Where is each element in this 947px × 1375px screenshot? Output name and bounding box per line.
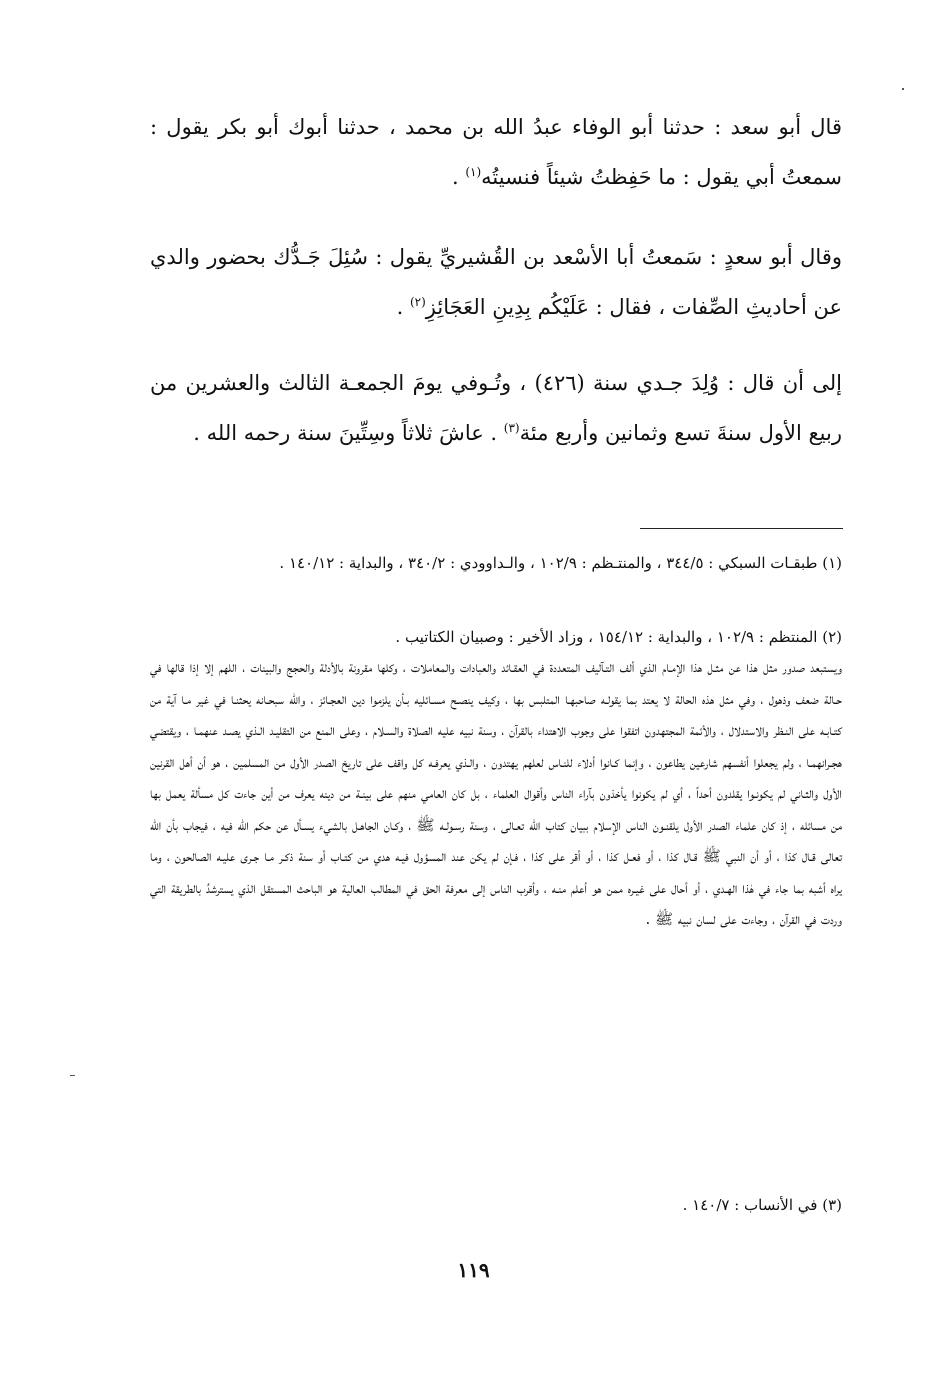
footnote-3: (٣) في الأنساب : ١٤٠/٧ . bbox=[682, 1196, 842, 1214]
footnote-ref-1[interactable]: (١) bbox=[465, 165, 482, 179]
paragraph-3-text-b: . عاشَ ثلاثاً وسِتِّينَ سنة رحمه الله . bbox=[193, 421, 504, 445]
page-number: ١١٩ bbox=[457, 1258, 490, 1282]
paragraph-2-text: وقال أبو سعدٍ : سَمعتُ أبا الأسْعد بن القُشيريِّ يقول : سُئِلَ جَـدُّك بحضور والدي عن أحاديثِ الصِّفات ، فقال : عَلَيْكُم بِدِينِ العَجَائِزِ bbox=[150, 245, 842, 319]
paragraph-3-text-a: إلى أن قال : وُلِدَ جـدي سنة (٤٢٦) ، وتُـوفي يومَ الجمعـة الثالث والعشرين من ربيع الأول سنةَ تسع وثمانين وأربع مئة bbox=[150, 371, 842, 445]
footnote-2-commentary: ويستبعد صدور مثل هذا عن مثـل هذا الإمـام الذي ألف التـآليف المتعددة في العقـائد والعبادات والمعاملات ، وكلها مقرونة بالأدلة والحجج والبينات ، اللهم إلا إذا قالها في حـالة ضعف وذهول ، وفي مثل هذه الحالة لا يعتد بما يقولـه صاحبهـا المتلبس بها ، وكيف ينصـح مسـائليه بـأن يلزموا دين العجـائز ، والله سبحـانه يحثنـا في غير مـا آية من كتـابـه على النـظر والاستدلال ، والأئمة المجتهدون اتفقوا على وجوب الاهتداء بالقرآن ، وسنة نبيه عليه الصلاة والسـلام ، وعلى المنع من التقليـد الـذي يصـد عنهمـا ، ويقتضي هجـرانهمـا ، ولم يجعلوا أنفسهم شارعين يطاعون ، وإنما كـانوا أدلاء للنـاس لعلهم يهتدون ، والـذي يعرفـه كل واقف على تاريخ الصدر الأول من المسلمين ، هو أن أهل القرنين الأول والثـاني لم يكونـوا يقلدون أحداً ، أي لم يكونوا يأخذون بآراء الناس وأقوال العلماء ، بل كان العامي منهم على بينـة من دينه يعرف من أين جاءت كل مسألة يعمل بها من مسائله ، إذ كان علماء الصدر الأول يلقنـون الناس الإسلام ببيان كتاب الله تعـالى ، وسنة رسـولـه ﷺ ، وكـان الجاهـل بالشيء يسـأل عن حكم الله فيه ، فيجاب بأن الله تعالى قـال كذا ، أو أن النبي ﷺ قـال كذا ، أو فعـل كذا ، أو أقر على كذا ، فـإن لم يكن عند المسؤول فيـه هدي من كتـاب أو سنة ذكـر مـا جـرى عليـه الصالحون ، وما يراه أشبه بما جاء في هٰذا الهـدي ، أو أحال على غيـره ممن هو أعلم منـه ، وأقرب الناس إلى معرفة الحق في المطالب العالية هو الباحث المستقل الذي يسترشدُ بالطريقة التي وردت في القرآن ، وجاءت على لسان نبيه ﷺ . bbox=[150, 658, 842, 928]
scan-speck bbox=[70, 1075, 75, 1076]
paragraph-1-end: . bbox=[451, 165, 466, 189]
paragraph-2 bbox=[150, 232, 842, 332]
paragraph-1 bbox=[150, 102, 842, 202]
paragraph-2-end: . bbox=[396, 295, 410, 319]
paragraph-3 bbox=[150, 358, 842, 458]
paragraph-1-text: قال أبو سعد : حدثنا أبو الوفاء عبدُ الله بن محمد ، حدثنا أبوك أبو بكر يقول : سمعتُ أبي يقول : ما حَفِظتُ شيئاً فنسيتُه bbox=[150, 115, 842, 189]
footnote-ref-3[interactable]: (٣) bbox=[503, 421, 520, 435]
footnote-separator bbox=[640, 528, 843, 529]
footnote-1: (١) طبقـات السبكي : ٣٤٤/٥ ، والمنتـظم : ١٠٢/٩ ، والـداوودي : ٣٤٠/٢ ، والبداية : ١٤٠/١٢ . bbox=[279, 554, 842, 572]
scan-speck bbox=[902, 88, 904, 90]
footnote-ref-2[interactable]: (٢) bbox=[409, 295, 426, 309]
footnote-2: (٢) المنتظم : ١٠٢/٩ ، والبداية : ١٥٤/١٢ ، وزاد الأخير : وصبيان الكتاتيب . bbox=[395, 628, 842, 646]
